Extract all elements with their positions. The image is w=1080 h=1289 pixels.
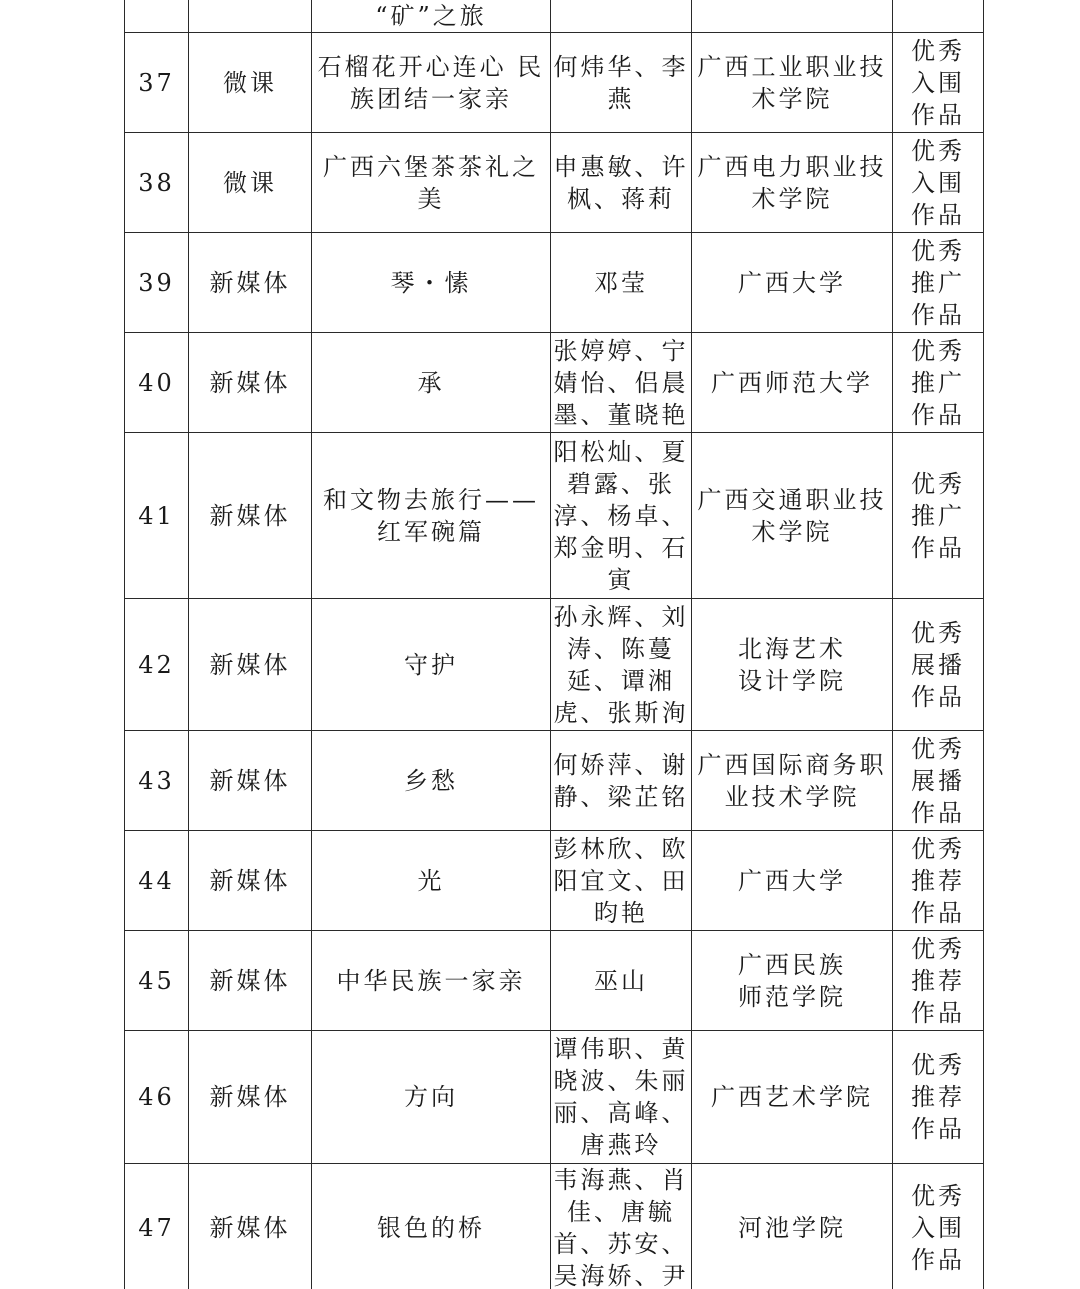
authors-text: 韦海燕、肖 佳、唐毓 首、苏安、 吴海娇、尹 [553, 1166, 689, 1289]
cell-type [189, 0, 312, 33]
cell-title [312, 333, 551, 433]
table-row [125, 33, 984, 133]
cell-type: 新媒体 [189, 1164, 312, 1289]
cell-school [692, 1031, 893, 1164]
school-text: 广西国际商务职 业技术学院 [697, 750, 887, 811]
cell-no: 40 [125, 333, 189, 433]
award-text: 优秀 入围 作品 [911, 1182, 965, 1274]
cell-no: 38 [125, 133, 189, 233]
school-text: 北海艺术 设计学院 [738, 634, 846, 695]
authors-text: 张婷婷、宁 婧怡、侣晨 墨、董晓艳 [553, 336, 689, 429]
award-text: 优秀 入围 作品 [911, 136, 965, 229]
authors-text: 申惠敏、许 枫、蒋莉 [553, 152, 689, 213]
cell-school [692, 1164, 893, 1289]
school-text: 河池学院 [738, 1214, 846, 1242]
cell-school [692, 333, 893, 433]
award-text: 优秀 推广 作品 [911, 469, 965, 562]
cell-title [312, 1031, 551, 1164]
cell-school [692, 831, 893, 931]
cell-award [893, 233, 984, 333]
award-list-table [124, 0, 984, 1289]
title-text: 广西六堡茶茶礼之 美 [323, 152, 539, 213]
table-row [125, 1031, 984, 1164]
cell-award [893, 0, 984, 33]
cell-title [312, 233, 551, 333]
cell-award [893, 831, 984, 931]
cell-title [312, 0, 551, 33]
cell-title [312, 731, 551, 831]
cell-award [893, 1031, 984, 1164]
cell-no: 42 [125, 599, 189, 731]
cell-no: 45 [125, 931, 189, 1031]
school-text: 广西民族 师范学院 [738, 950, 846, 1011]
cell-school [692, 133, 893, 233]
school-text: 广西工业职业技 术学院 [697, 52, 887, 113]
table-row-continuation [125, 0, 984, 33]
cell-authors [551, 233, 692, 333]
cell-no: 39 [125, 233, 189, 333]
cell-no: 41 [125, 433, 189, 599]
cell-school [692, 433, 893, 599]
award-text: 优秀 展播 作品 [911, 734, 965, 827]
title-text: 方向 [404, 1083, 458, 1111]
award-text: 优秀 推广 作品 [911, 336, 965, 429]
cell-school [692, 599, 893, 731]
cell-authors [551, 333, 692, 433]
authors-text: 何娇萍、谢 静、梁芷铭 [553, 750, 689, 811]
cell-type: 微课 [189, 33, 312, 133]
title-text: 守护 [404, 650, 458, 679]
award-text: 优秀 展播 作品 [911, 618, 965, 711]
cell-title [312, 33, 551, 133]
cell-school [692, 0, 893, 33]
authors-text: 孙永辉、刘 涛、陈蔓 延、谭湘 虎、张斯洵 [553, 602, 689, 727]
title-text: 乡愁 [404, 766, 458, 795]
school-text: 广西大学 [738, 866, 846, 895]
cell-type: 新媒体 [189, 333, 312, 433]
cell-authors [551, 931, 692, 1031]
school-text: 广西艺术学院 [711, 1083, 873, 1111]
cell-no [125, 0, 189, 33]
award-text: 优秀 入围 作品 [911, 36, 965, 129]
school-text: 广西电力职业技 术学院 [697, 152, 887, 213]
cell-school [692, 931, 893, 1031]
cell-no: 37 [125, 33, 189, 133]
cell-type: 新媒体 [189, 233, 312, 333]
title-text: 银色的桥 [377, 1214, 485, 1242]
cell-title [312, 599, 551, 731]
authors-text: 巫山 [594, 966, 648, 995]
table-row [125, 1164, 984, 1289]
cell-award [893, 731, 984, 831]
title-text: 中华民族一家亲 [336, 966, 526, 995]
table-row [125, 731, 984, 831]
school-text: 广西交通职业技 术学院 [697, 485, 887, 546]
cell-authors [551, 1164, 692, 1289]
award-text: 优秀 推荐 作品 [911, 1051, 965, 1143]
cell-authors [551, 433, 692, 599]
award-text: 优秀 推荐 作品 [911, 934, 965, 1027]
title-text: 光 [417, 866, 445, 895]
cell-no: 46 [125, 1031, 189, 1164]
cell-award [893, 333, 984, 433]
cell-title [312, 831, 551, 931]
cell-award [893, 1164, 984, 1289]
cell-school [692, 33, 893, 133]
cell-authors [551, 831, 692, 931]
authors-text: 谭伟职、黄 晓波、朱丽 丽、高峰、 唐燕玲 [553, 1035, 689, 1159]
cell-type: 微课 [189, 133, 312, 233]
title-text: 承 [417, 368, 445, 397]
cell-no: 44 [125, 831, 189, 931]
cell-authors [551, 1031, 692, 1164]
cell-title [312, 433, 551, 599]
title-text: “矿”之旅 [375, 2, 487, 30]
title-text: 和文物去旅行—— 红军碗篇 [323, 485, 539, 546]
cell-type: 新媒体 [189, 433, 312, 599]
cell-title [312, 931, 551, 1031]
table-row [125, 599, 984, 731]
cell-type: 新媒体 [189, 731, 312, 831]
cell-type: 新媒体 [189, 1031, 312, 1164]
cell-type: 新媒体 [189, 831, 312, 931]
table-row [125, 433, 984, 599]
school-text: 广西大学 [738, 268, 846, 297]
cell-award [893, 433, 984, 599]
cell-title [312, 133, 551, 233]
cell-award [893, 931, 984, 1031]
cell-title [312, 1164, 551, 1289]
cell-authors [551, 33, 692, 133]
table-row [125, 233, 984, 333]
award-text: 优秀 推广 作品 [911, 236, 965, 329]
cell-type: 新媒体 [189, 599, 312, 731]
cell-no: 47 [125, 1164, 189, 1289]
cell-type: 新媒体 [189, 931, 312, 1031]
authors-text: 彭林欣、欧 阳宜文、田 昀艳 [553, 834, 689, 927]
authors-text: 何炜华、李 燕 [553, 52, 689, 113]
cell-award [893, 133, 984, 233]
cell-school [692, 731, 893, 831]
authors-text: 邓莹 [594, 268, 648, 297]
cell-school [692, 233, 893, 333]
title-text: 琴・愫 [390, 268, 472, 297]
cell-award [893, 33, 984, 133]
table-row [125, 333, 984, 433]
school-text: 广西师范大学 [711, 368, 873, 397]
title-text: 石榴花开心连心 民 族团结一家亲 [317, 52, 545, 113]
award-text: 优秀 推荐 作品 [911, 834, 965, 927]
cell-award [893, 599, 984, 731]
cell-authors [551, 0, 692, 33]
cell-authors [551, 599, 692, 731]
table-row [125, 931, 984, 1031]
cell-no: 43 [125, 731, 189, 831]
table-row [125, 133, 984, 233]
cell-authors [551, 133, 692, 233]
cell-authors [551, 731, 692, 831]
table-row [125, 831, 984, 931]
authors-text: 阳松灿、夏 碧露、张 淳、杨卓、 郑金明、石 寅 [553, 437, 689, 594]
